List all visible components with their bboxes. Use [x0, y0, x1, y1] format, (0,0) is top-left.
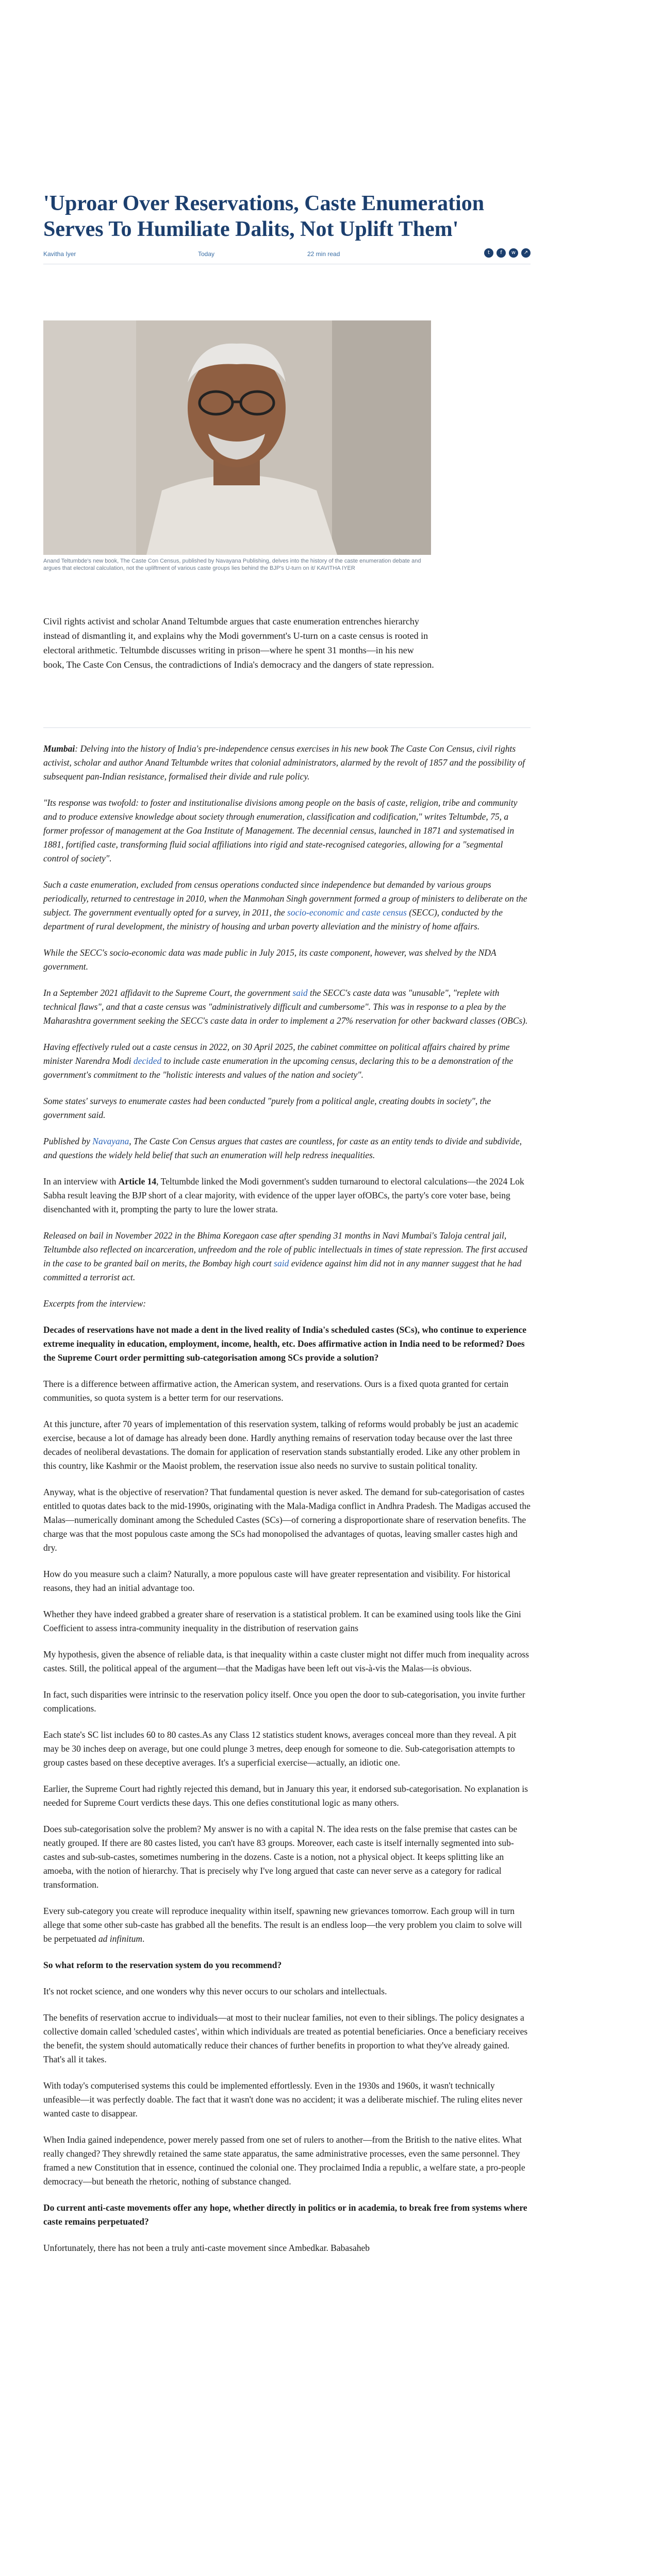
article-paragraph — [43, 1782, 531, 1810]
text-run: : Delving into the history of India's pre-independence census exercises in his new book The Caste Con Census, civil rights activist, scholar and author Anand Teltumbde writes that colonial administrators, alarmed by the revolt of 1857 and the possibility of subsequent pan-Indian resistance, formalised their divide and rule policy. — [43, 743, 525, 782]
article-paragraph — [43, 878, 531, 934]
text-run: evidence against him did not in any manner suggest that he had committed a terrorist act. — [43, 1258, 522, 1282]
text-run: My hypothesis, given the absence of reliable data, is that inequality within a caste cluster might not differ much from inequality across castes. Still, the political appeal of the argument—that the Madigas have been left out vis-à-vis the Malas—is obvious. — [43, 1649, 529, 1673]
publish-date: Today — [198, 250, 215, 258]
italic-text: ad infinitum — [98, 1934, 142, 1944]
article-paragraph — [43, 1417, 531, 1473]
facebook-icon[interactable]: f — [496, 248, 506, 258]
article-paragraph — [43, 1688, 531, 1716]
text-run: Does sub-categorisation solve the problem? My answer is no with a capital N. The idea rests on the false premise that castes can be neatly grouped. If there are 80 castes listed, you can't have 83 groups. Moreover, each caste is itself internally segmented into sub-castes and sub-sub-castes, sometimes numbering in the dozens. Caste is a notion, not a physical object. It keeps splitting like an amoeba, with the notion of hierarchy. That is precisely why I've long argued that caste can never serve as a category for radical transformation. — [43, 1824, 518, 1890]
article-paragraph — [43, 2011, 531, 2066]
bold-text: Mumbai — [43, 743, 75, 754]
text-run: Do current anti-caste movements offer any hope, whether directly in politics or in academia, to break free from systems where caste remains perpetuated? — [43, 2202, 527, 2227]
article-paragraph — [43, 2133, 531, 2189]
text-run: Each state's SC list includes 60 to 80 castes.As any Class 12 statistics student knows, averages conceal more than they reveal. A pit may be 30 inches deep on average, but one could plunge 3 metres, deep enough for someone to die. Sub-categorisation attempts to group castes based on these deceptive averages. It's a superficial exercise—actually, an idiotic one. — [43, 1730, 517, 1768]
inline-link[interactable]: said — [292, 988, 308, 998]
text-run: In a September 2021 affidavit to the Supreme Court, the government — [43, 988, 293, 998]
article-paragraph — [43, 2079, 531, 2121]
text-run: Decades of reservations have not made a dent in the lived reality of India's scheduled castes (SCs), who continue to experience extreme inequality in education, employment, income, health, etc. Does affirmative action in India need to be reformed? Does the Supreme Court order permitting sub-categorisation among SCs provide a solution? — [43, 1325, 527, 1363]
text-run: "Its response was twofold: to foster and institutionalise divisions among people on the basis of caste, religion, tribe and community and to produce extensive knowledge about society through enumeration, classification and codification," writes Teltumbde, 75, a former professor of management at the Goa Institute of Management. The decennial census, launched in 1871 and systematised in 1881, fortified caste, transforming fluid social affiliations into rigid and state-recognised categories, allowing for a "segmental control of society". — [43, 798, 518, 863]
article-paragraph — [43, 946, 531, 974]
text-run: Such a caste enumeration, excluded from census operations conducted since independence but demanded by various groups periodically, returned to centrestage in 2010, when the Manmohan Singh government formed a group of ministers to deliberate on the subject. The government eventually opted for a survey, in 2011, the — [43, 879, 527, 918]
text-run: While the SECC's socio-economic data was made public in July 2015, its caste component, however, was shelved by the NDA government. — [43, 947, 496, 972]
inline-link[interactable]: said — [274, 1258, 289, 1268]
text-run: . — [142, 1934, 145, 1944]
article-paragraph — [43, 1377, 531, 1405]
article-paragraph — [43, 1175, 531, 1216]
bold-text: Article 14 — [118, 1176, 157, 1187]
article-paragraph — [43, 2241, 531, 2255]
divider — [43, 727, 531, 728]
text-run: It's not rocket science, and one wonders why this never occurs to our scholars and intellectuals. — [43, 1986, 387, 1996]
inline-link[interactable]: socio-economic and caste census — [287, 907, 407, 918]
text-run: When India gained independence, power merely passed from one set of rulers to another—from the British to the native elites. What really changed? They shrewdly retained the same state apparatus, the same administrative processes, even the same personnel. They framed a new Constitution that in essence, continued the colonial one. They proclaimed India a republic, a welfare state, a pro-people democracy—but beneath the rhetoric, nothing of substance changed. — [43, 2134, 525, 2187]
text-run: At this juncture, after 70 years of implementation of this reservation system, talking of reforms would probably be just an academic exercise, because a lot of damage has already been done. Hardly anything remains of reservation today because over the last three decades of neoliberal devastations. The domain for application of reservation stands substantially eroded. Like any other problem in this country, like Kashmir or the Maoist problem, the reservation issue also needs no survive to sustain political tonality. — [43, 1419, 520, 1471]
text-run: Unfortunately, there has not been a truly anti-caste movement since Ambedkar. Babasaheb — [43, 2243, 370, 2253]
article-body — [43, 742, 531, 2267]
article-paragraph — [43, 1607, 531, 1635]
text-run: to include caste enumeration in the upcoming census, declaring this to be a demonstration of the government's commitment to the "holistic interests and values of the nation and society". — [43, 1056, 514, 1080]
article-paragraph — [43, 1229, 531, 1284]
text-run: Having effectively ruled out a caste census in 2022, on 30 April 2025, the cabinet committee on political affairs chaired by prime minister Narendra Modi — [43, 1042, 510, 1066]
interview-question — [43, 1323, 531, 1365]
article-paragraph — [43, 1134, 531, 1162]
inline-link[interactable]: Navayana — [92, 1136, 129, 1146]
read-time: 22 min read — [307, 250, 340, 258]
share-icons — [484, 248, 531, 258]
interview-question — [43, 2201, 531, 2229]
portrait-illustration — [43, 320, 431, 555]
article-paragraph — [43, 1985, 531, 1998]
text-run: There is a difference between affirmative action, the American system, and reservations. Ours is a fixed quota granted for certain communities, so quota system is a better term for our reservations. — [43, 1379, 509, 1403]
text-run: the SECC's caste data was "unusable", "replete with technical flaws", and that a caste census was "administratively difficult and cumbersome". This was in response to a plea by the Maharashtra government seeking the SECC's caste data in order to implement a 27% reservation for other backward classes (OBCs). — [43, 988, 528, 1026]
text-run: So what reform to the reservation system do you recommend? — [43, 1960, 282, 1970]
article-paragraph — [43, 1040, 531, 1082]
article-paragraph — [43, 742, 531, 784]
article-paragraph — [43, 1567, 531, 1595]
text-run: Some states' surveys to enumerate castes had been conducted "purely from a political angle, creating doubts in society", the government said. — [43, 1096, 491, 1120]
article-paragraph — [43, 1094, 531, 1122]
article-paragraph — [43, 1728, 531, 1770]
text-run: , The Caste Con Census argues that castes are countless, for caste as an entity tends to divide and subdivide, and questions the widely held belief that such an enumeration will help redress inequalities. — [43, 1136, 522, 1160]
text-run: , Teltumbde linked the Modi government's sudden turnaround to electoral calculations—the 2024 Lok Sabha result leaving the BJP short of a clear majority, with evidence of the upper layer ofOBCs, the party's core voter base, being disenchanted with it, prompting the party to lure the lower strata. — [43, 1176, 524, 1214]
text-run: Published by — [43, 1136, 93, 1146]
author-name[interactable]: Kavitha Iyer — [43, 250, 76, 258]
link-icon[interactable]: ↗ — [521, 248, 531, 258]
byline — [43, 248, 531, 260]
text-run: How do you measure such a claim? Naturally, a more populous caste will have greater representation and visibility. For historical reasons, they had an initial advantage too. — [43, 1569, 511, 1593]
text-run: In fact, such disparities were intrinsic to the reservation policy itself. Once you open the door to sub-categorisation, you invite further complications. — [43, 1689, 525, 1714]
text-run: In an interview with — [43, 1176, 119, 1187]
text-run: With today's computerised systems this could be implemented effortlessly. Even in the 1930s and 1960s, it wasn't technically unfeasible—it was perfectly doable. The fact that it wasn't done was no accident; it was a deliberate mischief. The ruling elites never wanted caste to disappear. — [43, 2080, 523, 2119]
article-paragraph — [43, 1297, 531, 1311]
article-title: 'Uproar Over Reservations, Caste Enumeration Serves To Humiliate Dalits, Not Uplift Them' — [43, 192, 485, 241]
inline-link[interactable]: decided — [133, 1056, 162, 1066]
article-paragraph — [43, 796, 531, 866]
article-summary: Civil rights activist and scholar Anand Teltumbde argues that caste enumeration entrenches hierarchy instead of dismantling it, and explains why the Modi government's U-turn on a caste census is rooted in electoral arithmetic. Teltumbde discusses writing in prison—where he spent 31 months—in his new book, The Caste Con Census, the contradictions of India's democracy and the dangers of state repression. — [43, 616, 434, 670]
whatsapp-icon[interactable]: w — [509, 248, 518, 258]
article-paragraph — [43, 986, 531, 1028]
article-paragraph — [43, 1648, 531, 1675]
text-run: Released on bail in November 2022 in the Bhima Koregaon case after spending 31 months in Navi Mumbai's Taloja central jail, Teltumbde also reflected on incarceration, unfreedom and the role of public intellectuals in times of state repression. The first accused in the case to be granted bail on merits, the Bombay high court — [43, 1230, 527, 1268]
text-run: The benefits of reservation accrue to individuals—at most to their nuclear families, not even to their siblings. The policy designates a collective domain called 'scheduled castes', within which individuals are treated as potential beneficiaries. Once a beneficiary receives the benefit, the system should automatically reduce their chances of further benefits in proportion to what they've already gained. That's all it takes. — [43, 2012, 528, 2064]
interview-question — [43, 1958, 531, 1972]
text-run: Excerpts from the interview: — [43, 1298, 146, 1309]
text-run: Earlier, the Supreme Court had rightly rejected this demand, but in January this year, it endorsed sub-categorisation. No explanation is needed for Supreme Court verdicts these days. This one defies constitutional logic as many others. — [43, 1784, 528, 1808]
hero-caption: Anand Teltumbde's new book, The Caste Con Census, published by Navayana Publishing, delves into the history of the caste enumeration debate and argues that electoral calculation, not the upliftment of various caste groups lies behind the BJP's U-turn on it/ KAVITHA IYER — [43, 558, 421, 571]
text-run: Anyway, what is the objective of reservation? That fundamental question is never asked. The demand for sub-categorisation of castes entitled to quotas dates back to the mid-1990s, originating with the Mala-Madiga conflict in Andhra Pradesh. The Madigas accused the Malas—numerically dominant among the Scheduled Castes (SCs)—of cornering a disproportionate share of reservation benefits. The charge was that the most populous caste among the SCs had monopolised the advantages of quotas, leaving smaller castes high and dry. — [43, 1487, 531, 1553]
text-run: (SECC), conducted by the department of rural development, the ministry of housing and urban poverty alleviation and the ministry of home affairs. — [43, 907, 503, 931]
twitter-icon[interactable]: t — [484, 248, 493, 258]
article-paragraph — [43, 1904, 531, 1946]
article-paragraph — [43, 1822, 531, 1892]
text-run: Whether they have indeed grabbed a greater share of reservation is a statistical problem. It can be examined using tools like the Gini Coefficient to assess intra-community inequality in the distribution of reservation gains — [43, 1609, 521, 1633]
hero-photo — [43, 320, 431, 555]
article-paragraph — [43, 1485, 531, 1555]
text-run: Every sub-category you create will reproduce inequality within itself, spawning new grievances tomorrow. Each group will in turn allege that some other sub-caste has grabbed all the benefits. The result is an endless loop—the very problem you claim to solve will be perpetuated — [43, 1906, 522, 1944]
